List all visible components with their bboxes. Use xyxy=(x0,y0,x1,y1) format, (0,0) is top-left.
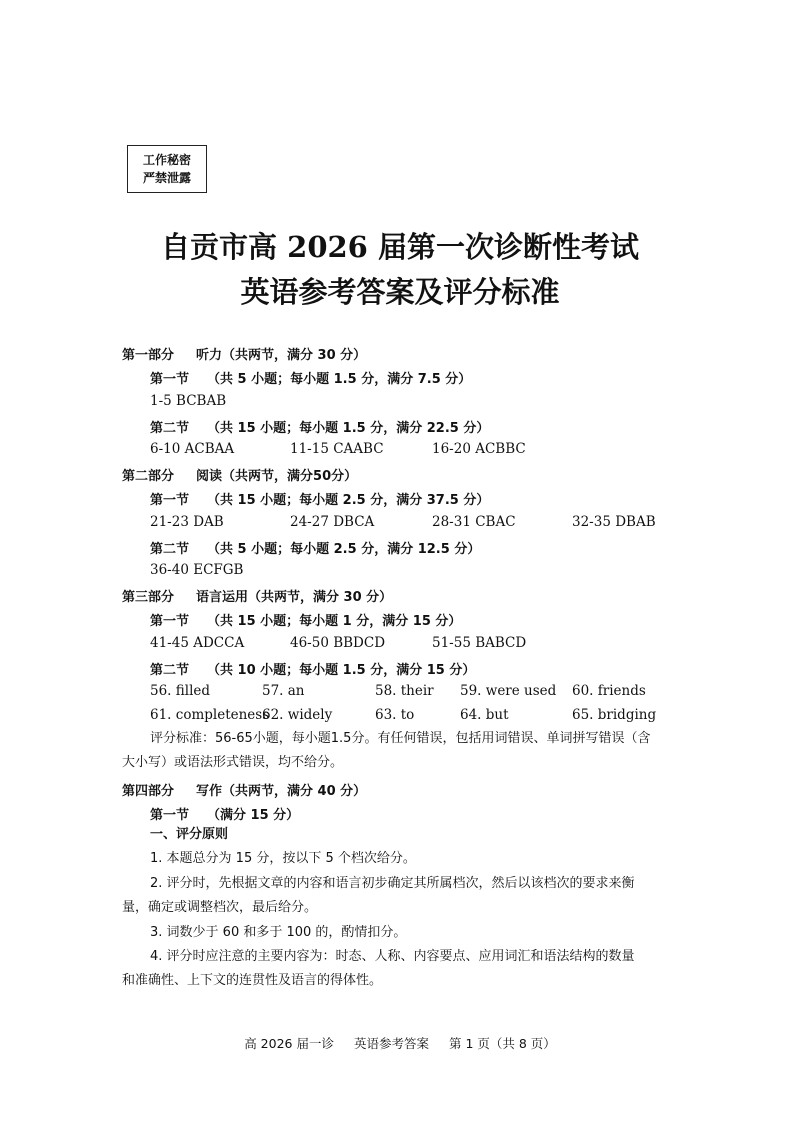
answer-group: 32-35 DBAB xyxy=(572,514,656,530)
part-name: 听力 xyxy=(196,348,223,363)
principle-3: 3. 词数少于 60 和多于 100 的，酌情扣分。 xyxy=(150,925,407,940)
section-info: （共 15 小题；每小题 2.5 分，满分 37.5 分） xyxy=(207,493,490,508)
principle-1: 1. 本题总分为 15 分，按以下 5 个档次给分。 xyxy=(150,851,416,866)
answer-group: 1-5 BCBAB xyxy=(150,393,227,409)
part-name: 阅读 xyxy=(196,469,223,484)
answer-group: 24-27 DBCA xyxy=(290,514,375,530)
section-info: （共 15 小题；每小题 1 分，满分 15 分） xyxy=(207,614,462,629)
answer-group: 51-55 BABCD xyxy=(432,635,527,651)
answer-group: 28-31 CBAC xyxy=(432,514,516,530)
section-label: 第一节 xyxy=(150,614,190,629)
part-label: 第一部分 xyxy=(122,348,175,363)
part-info: （共两节，满分50分） xyxy=(222,469,358,484)
confidential-stamp xyxy=(127,145,207,193)
footer-page-number: 第 1 页（共 8 页） xyxy=(448,1036,556,1051)
fill-answer: 62. widely xyxy=(262,707,333,723)
answer-group: 11-15 CAABC xyxy=(290,441,384,457)
part-label: 第四部分 xyxy=(122,784,175,799)
part1-sec1-header xyxy=(150,368,471,387)
part1-header xyxy=(122,344,366,363)
fill-answer: 56. filled xyxy=(150,683,211,699)
fill-answer: 58. their xyxy=(375,683,434,699)
part-name: 写作 xyxy=(196,784,223,799)
fill-answer: 59. were used xyxy=(460,683,557,699)
section-label: 第二节 xyxy=(150,421,190,436)
section-label: 第一节 xyxy=(150,808,190,823)
section-info: （共 5 小题；每小题 1.5 分，满分 7.5 分） xyxy=(207,372,472,387)
answer-group: 6-10 ACBAA xyxy=(150,441,235,457)
answer-group: 41-45 ADCCA xyxy=(150,635,245,651)
scoring-standard-line-2: 大小写）或语法形式错误，均不给分。 xyxy=(122,755,344,770)
fill-answer: 65. bridging xyxy=(572,707,657,723)
fill-answer: 64. but xyxy=(460,707,509,723)
section-label: 第二节 xyxy=(150,663,190,678)
fill-answer: 61. completeness xyxy=(150,707,270,723)
part4-sec1-header xyxy=(150,804,299,823)
fill-answer: 63. to xyxy=(375,707,415,723)
stamp-line-2: 严禁泄露 xyxy=(142,171,191,185)
section-info: （满分 15 分） xyxy=(207,808,300,823)
part3-sec1-header xyxy=(150,610,461,629)
page-footer xyxy=(0,1034,800,1052)
footer-exam: 高 2026 届一诊 xyxy=(244,1036,334,1051)
section-info: （共 10 小题；每小题 1.5 分，满分 15 分） xyxy=(207,663,476,678)
answer-group: 46-50 BBDCD xyxy=(290,635,386,651)
stamp-line-1: 工作秘密 xyxy=(142,153,191,167)
principle-2-line-1: 2. 评分时，先根据文章的内容和语言初步确定其所属档次，然后以该档次的要求来衡 xyxy=(150,876,635,891)
principle-4-line-1: 4. 评分时应注意的主要内容为：时态、人称、内容要点、应用词汇和语法结构的数量 xyxy=(150,949,635,964)
section-info: （共 5 小题；每小题 2.5 分，满分 12.5 分） xyxy=(207,542,481,557)
section-label: 第一节 xyxy=(150,372,190,387)
section-info: （共 15 小题；每小题 1.5 分，满分 22.5 分） xyxy=(207,421,490,436)
fill-answer: 60. friends xyxy=(572,683,646,699)
part4-header xyxy=(122,780,366,799)
answer-group: 16-20 ACBBC xyxy=(432,441,526,457)
section-label: 第二节 xyxy=(150,542,190,557)
principle-4-line-2: 和准确性、上下文的连贯性及语言的得体性。 xyxy=(122,973,383,988)
page-subtitle: 英语参考答案及评分标准 xyxy=(240,275,560,309)
fill-answer: 57. an xyxy=(262,683,305,699)
footer-doc: 英语参考答案 xyxy=(353,1036,429,1051)
part-label: 第三部分 xyxy=(122,590,175,605)
part-info: （共两节，满分 30 分） xyxy=(248,590,393,605)
part-info: （共两节，满分 30 分） xyxy=(222,348,367,363)
part-label: 第二部分 xyxy=(122,469,175,484)
page-title: 自贡市高 2026 届第一次诊断性考试 xyxy=(161,230,639,264)
principles-title: 一、评分原则 xyxy=(150,827,229,842)
answer-group: 21-23 DAB xyxy=(150,514,224,530)
part3-sec2-header xyxy=(150,659,475,678)
part2-sec1-header xyxy=(150,489,489,508)
part1-sec2-header xyxy=(150,417,489,436)
scoring-standard-line-1: 评分标准：56-65小题，每小题1.5分。有任何错误，包括用词错误、单词拼写错误（含 xyxy=(150,731,651,746)
answer-group: 36-40 ECFGB xyxy=(150,562,244,578)
section-label: 第一节 xyxy=(150,493,190,508)
principle-2-line-2: 量，确定或调整档次，最后给分。 xyxy=(122,900,318,915)
part3-header xyxy=(122,586,392,605)
part2-header xyxy=(122,465,357,484)
part-info: （共两节，满分 40 分） xyxy=(222,784,367,799)
part2-sec2-header xyxy=(150,538,480,557)
part-name: 语言运用 xyxy=(196,590,249,605)
